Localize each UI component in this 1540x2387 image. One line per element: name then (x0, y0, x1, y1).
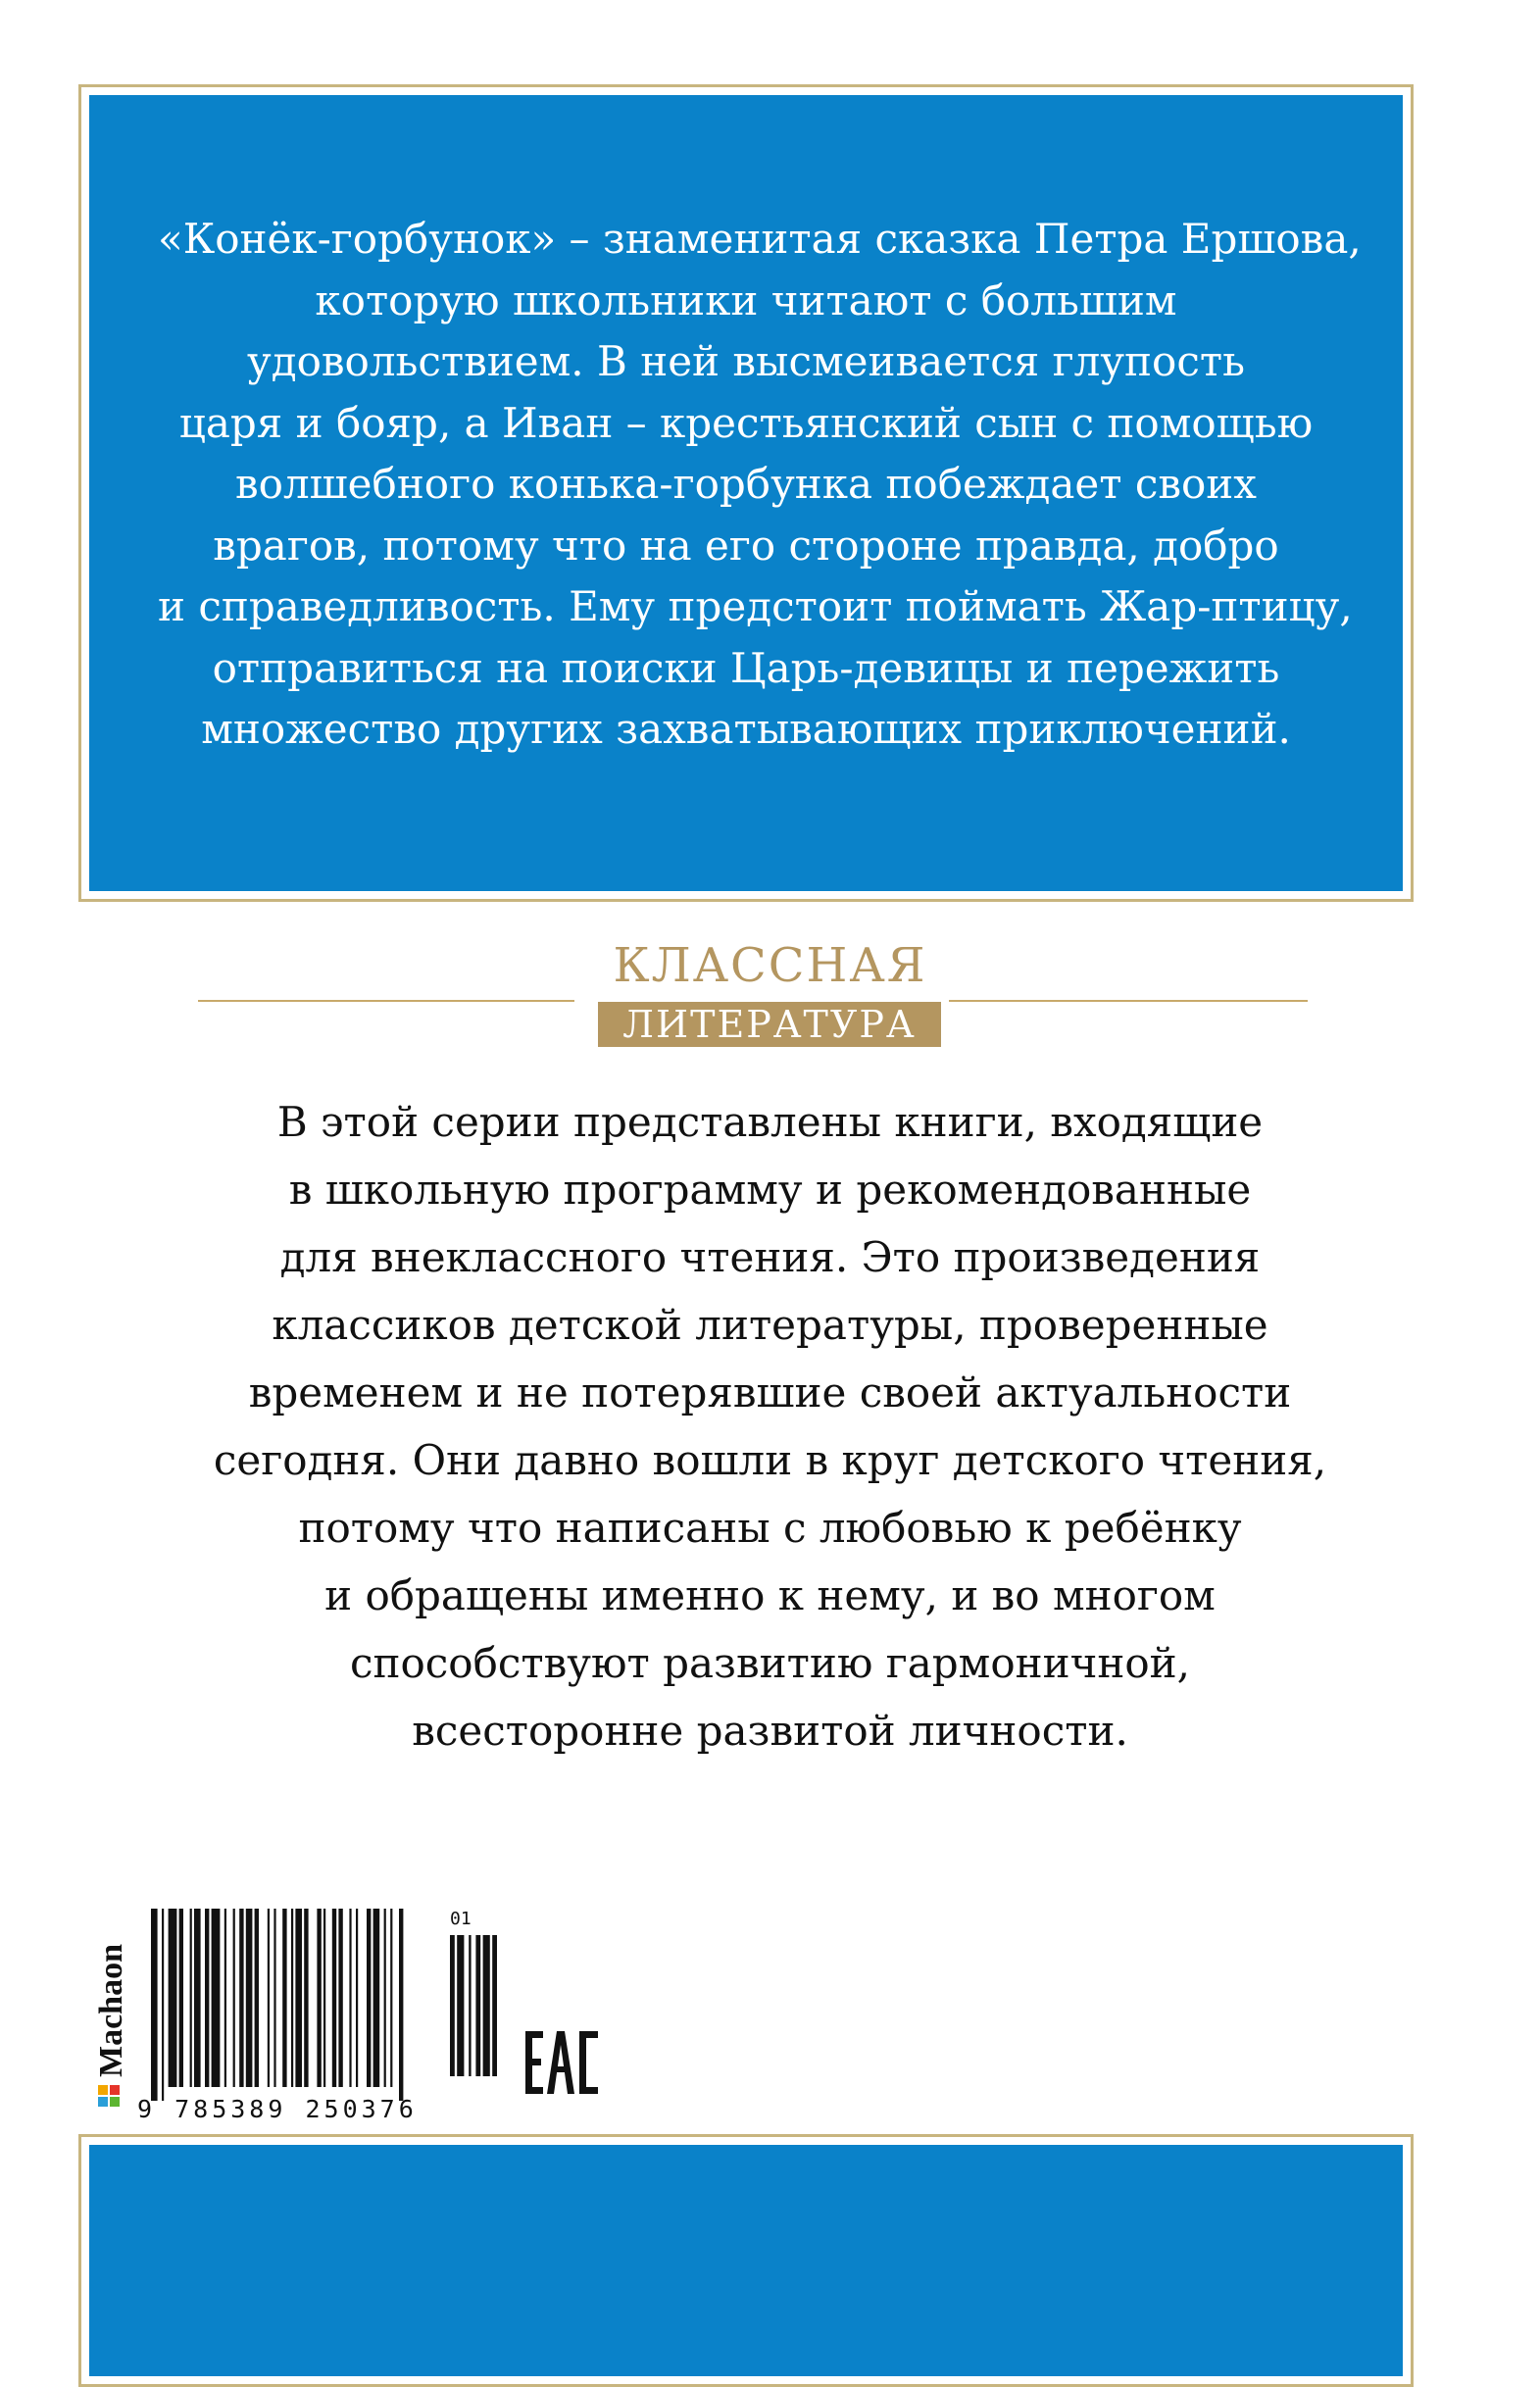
series-line: для внеклассного чтения. Это произведения (279, 1233, 1261, 1281)
description-line: множество других захватывающих приключений. (201, 705, 1291, 753)
description-line: волшебного конька-горбунка побеждает своих (235, 460, 1257, 508)
description-line: царя и бояр, а Иван – крестьянский сын с помощью (178, 398, 1314, 447)
eac-certification-mark (525, 2031, 598, 2094)
bottom-panel (78, 2134, 1414, 2387)
description-line: и справедливость. Ему предстоит поймать Жар-птицу, (158, 582, 1353, 630)
top-panel-fill (89, 95, 1403, 891)
series-logo-bottom: ЛИТЕРАТУРА (598, 1002, 941, 1047)
series-rule-left (198, 1000, 574, 1002)
bottom-panel-fill (89, 2145, 1403, 2376)
series-rule-right (949, 1000, 1308, 1002)
description-line: врагов, потому что на его стороне правда, добро (213, 521, 1279, 570)
series-line: в школьную программу и рекомендованные (288, 1166, 1252, 1214)
description-line: которую школьники читают с большим (315, 275, 1177, 324)
description-line: «Конёк-горбунок» – знаменитая сказка Петра Ершова, (158, 215, 1362, 263)
description-line: отправиться на поиски Царь-девицы и пережить (212, 643, 1280, 692)
barcode-addon (446, 1910, 503, 2076)
series-line: способствуют развитию гармоничной, (349, 1639, 1191, 1687)
series-line: сегодня. Они давно вошли в круг детского чтения, (213, 1436, 1327, 1484)
series-line: временем и не потерявшие своей актуальности (248, 1368, 1292, 1417)
series-line: классиков детской литературы, проверенные (272, 1301, 1268, 1349)
top-description-panel (78, 84, 1414, 902)
series-line: всесторонне развитой личности. (412, 1707, 1128, 1755)
isbn-number: 9 785389 250376 (137, 2095, 418, 2123)
series-description (0, 1088, 1540, 1765)
series-line: В этой серии представлены книги, входящие (276, 1098, 1264, 1146)
publisher-name: Machaon (93, 1944, 129, 2077)
machaon-logo (80, 1909, 139, 2124)
series-logo-top: КЛАССНАЯ (613, 938, 927, 993)
isbn-barcode (145, 1909, 488, 2101)
series-line: потому что написаны с любовью к ребёнку (298, 1504, 1242, 1552)
book-description (89, 209, 1403, 761)
addon-number: 01 (450, 1909, 472, 1929)
butterfly-icon (98, 2085, 120, 2107)
series-line: и обращены именно к нему, и во многом (324, 1571, 1216, 1619)
description-line: удовольствием. В ней высмеивается глупость (247, 337, 1245, 385)
